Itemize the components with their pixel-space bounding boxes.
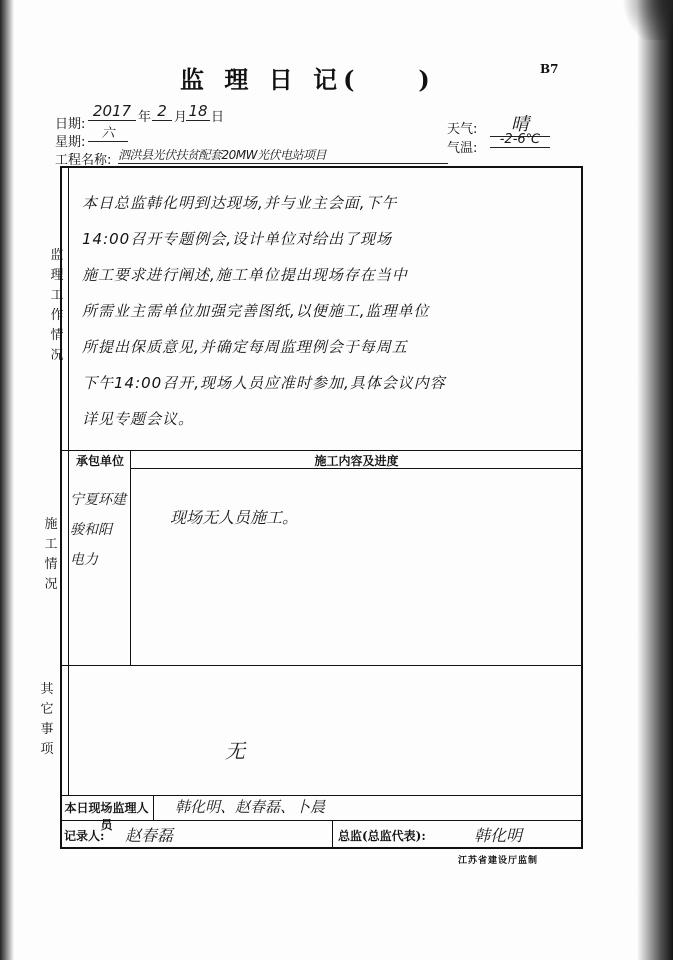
date-month[interactable]: 2	[152, 102, 172, 121]
chief-label: 总监(总监代表):	[338, 829, 426, 843]
work-line: 14:00召开专题例会,设计单位对给出了现场	[82, 230, 392, 248]
date-year-suffix: 年	[138, 110, 152, 125]
unit-column-line	[130, 450, 131, 665]
work-label-char: 监	[50, 248, 64, 263]
staff-column-line	[153, 795, 154, 820]
form-code: B7	[540, 62, 559, 76]
weather-value[interactable]: 晴	[490, 110, 550, 137]
recorder-signature[interactable]: 赵春磊	[125, 826, 174, 845]
project-value[interactable]: 泗洪县光伏扶贫配套20MW光伏电站项目	[118, 146, 448, 164]
date-month-suffix: 月	[174, 110, 188, 125]
date-day-suffix: 日	[211, 110, 225, 125]
work-label-char: 作	[50, 308, 64, 323]
temp-value[interactable]: -2-6℃	[490, 132, 550, 148]
chief-signature[interactable]: 韩化明	[474, 826, 523, 845]
other-label-char: 其	[40, 682, 54, 697]
staff-value[interactable]: 韩化明、赵春磊、卜晨	[175, 798, 326, 816]
work-content[interactable]	[82, 185, 572, 437]
other-label-char: 它	[40, 702, 54, 717]
weather-label: 天气:	[447, 122, 478, 137]
work-label-char: 工	[50, 288, 64, 303]
scan-edge-left	[0, 0, 14, 960]
title-text: 监 理 日 记(	[180, 65, 361, 94]
weekday-label: 星期:	[55, 135, 86, 150]
col-header-unit: 承包单位	[75, 454, 124, 468]
construction-label-char: 情	[44, 557, 58, 572]
construction-section-label	[40, 515, 62, 595]
contractor-line: 宁夏环建	[70, 492, 126, 508]
other-section-label	[36, 680, 58, 760]
scan-edge-corner	[613, 0, 673, 40]
weekday-value[interactable]: 六	[88, 122, 128, 142]
scan-edge-right	[637, 0, 673, 960]
col-header-content: 施工内容及进度	[314, 454, 399, 468]
project-label: 工程名称:	[55, 153, 112, 168]
divider-construction	[60, 665, 583, 666]
work-line: 所提出保质意见,并确定每周监理例会于每周五	[82, 338, 408, 356]
construction-content[interactable]: 现场无人员施工。	[170, 508, 299, 527]
temp-label: 气温:	[447, 141, 478, 156]
work-line: 所需业主需单位加强完善图纸,以便施工,监理单位	[82, 302, 430, 320]
date-label: 日期:	[55, 117, 86, 132]
divider-work	[60, 450, 583, 451]
work-label-char: 理	[50, 268, 64, 283]
publisher-note: 江苏省建设厅监制	[458, 856, 539, 866]
construction-label-char: 况	[44, 577, 58, 592]
construction-label-char: 施	[44, 517, 58, 532]
contractor-line: 电力	[70, 552, 98, 568]
work-line: 下午14:00召开,现场人员应准时参加,具体会议内容	[82, 374, 446, 392]
work-line: 施工要求进行阐述,施工单位提出现场存在当中	[82, 266, 408, 284]
date-day[interactable]: 18	[186, 102, 210, 121]
work-line: 详见专题会议。	[82, 410, 195, 428]
work-label-char: 况	[50, 348, 64, 363]
work-label-char: 情	[50, 328, 64, 343]
recorder-column-line	[332, 820, 333, 849]
other-label-char: 事	[40, 722, 54, 737]
title-close: )	[418, 65, 436, 94]
other-label-char: 项	[40, 742, 54, 757]
page-title	[180, 60, 436, 95]
staff-label: 本日现场监理人员	[64, 801, 149, 832]
other-content[interactable]: 无	[225, 739, 245, 763]
label-column-line	[68, 166, 69, 795]
work-line: 本日总监韩化明到达现场,并与业主会面,下午	[82, 194, 398, 212]
construction-label-char: 工	[44, 537, 58, 552]
recorder-label: 记录人:	[64, 829, 105, 843]
work-section-label	[46, 246, 68, 366]
contractor-unit[interactable]	[70, 485, 130, 575]
contractor-line: 骏和阳	[70, 522, 112, 538]
date-year[interactable]: 2017	[88, 102, 136, 121]
